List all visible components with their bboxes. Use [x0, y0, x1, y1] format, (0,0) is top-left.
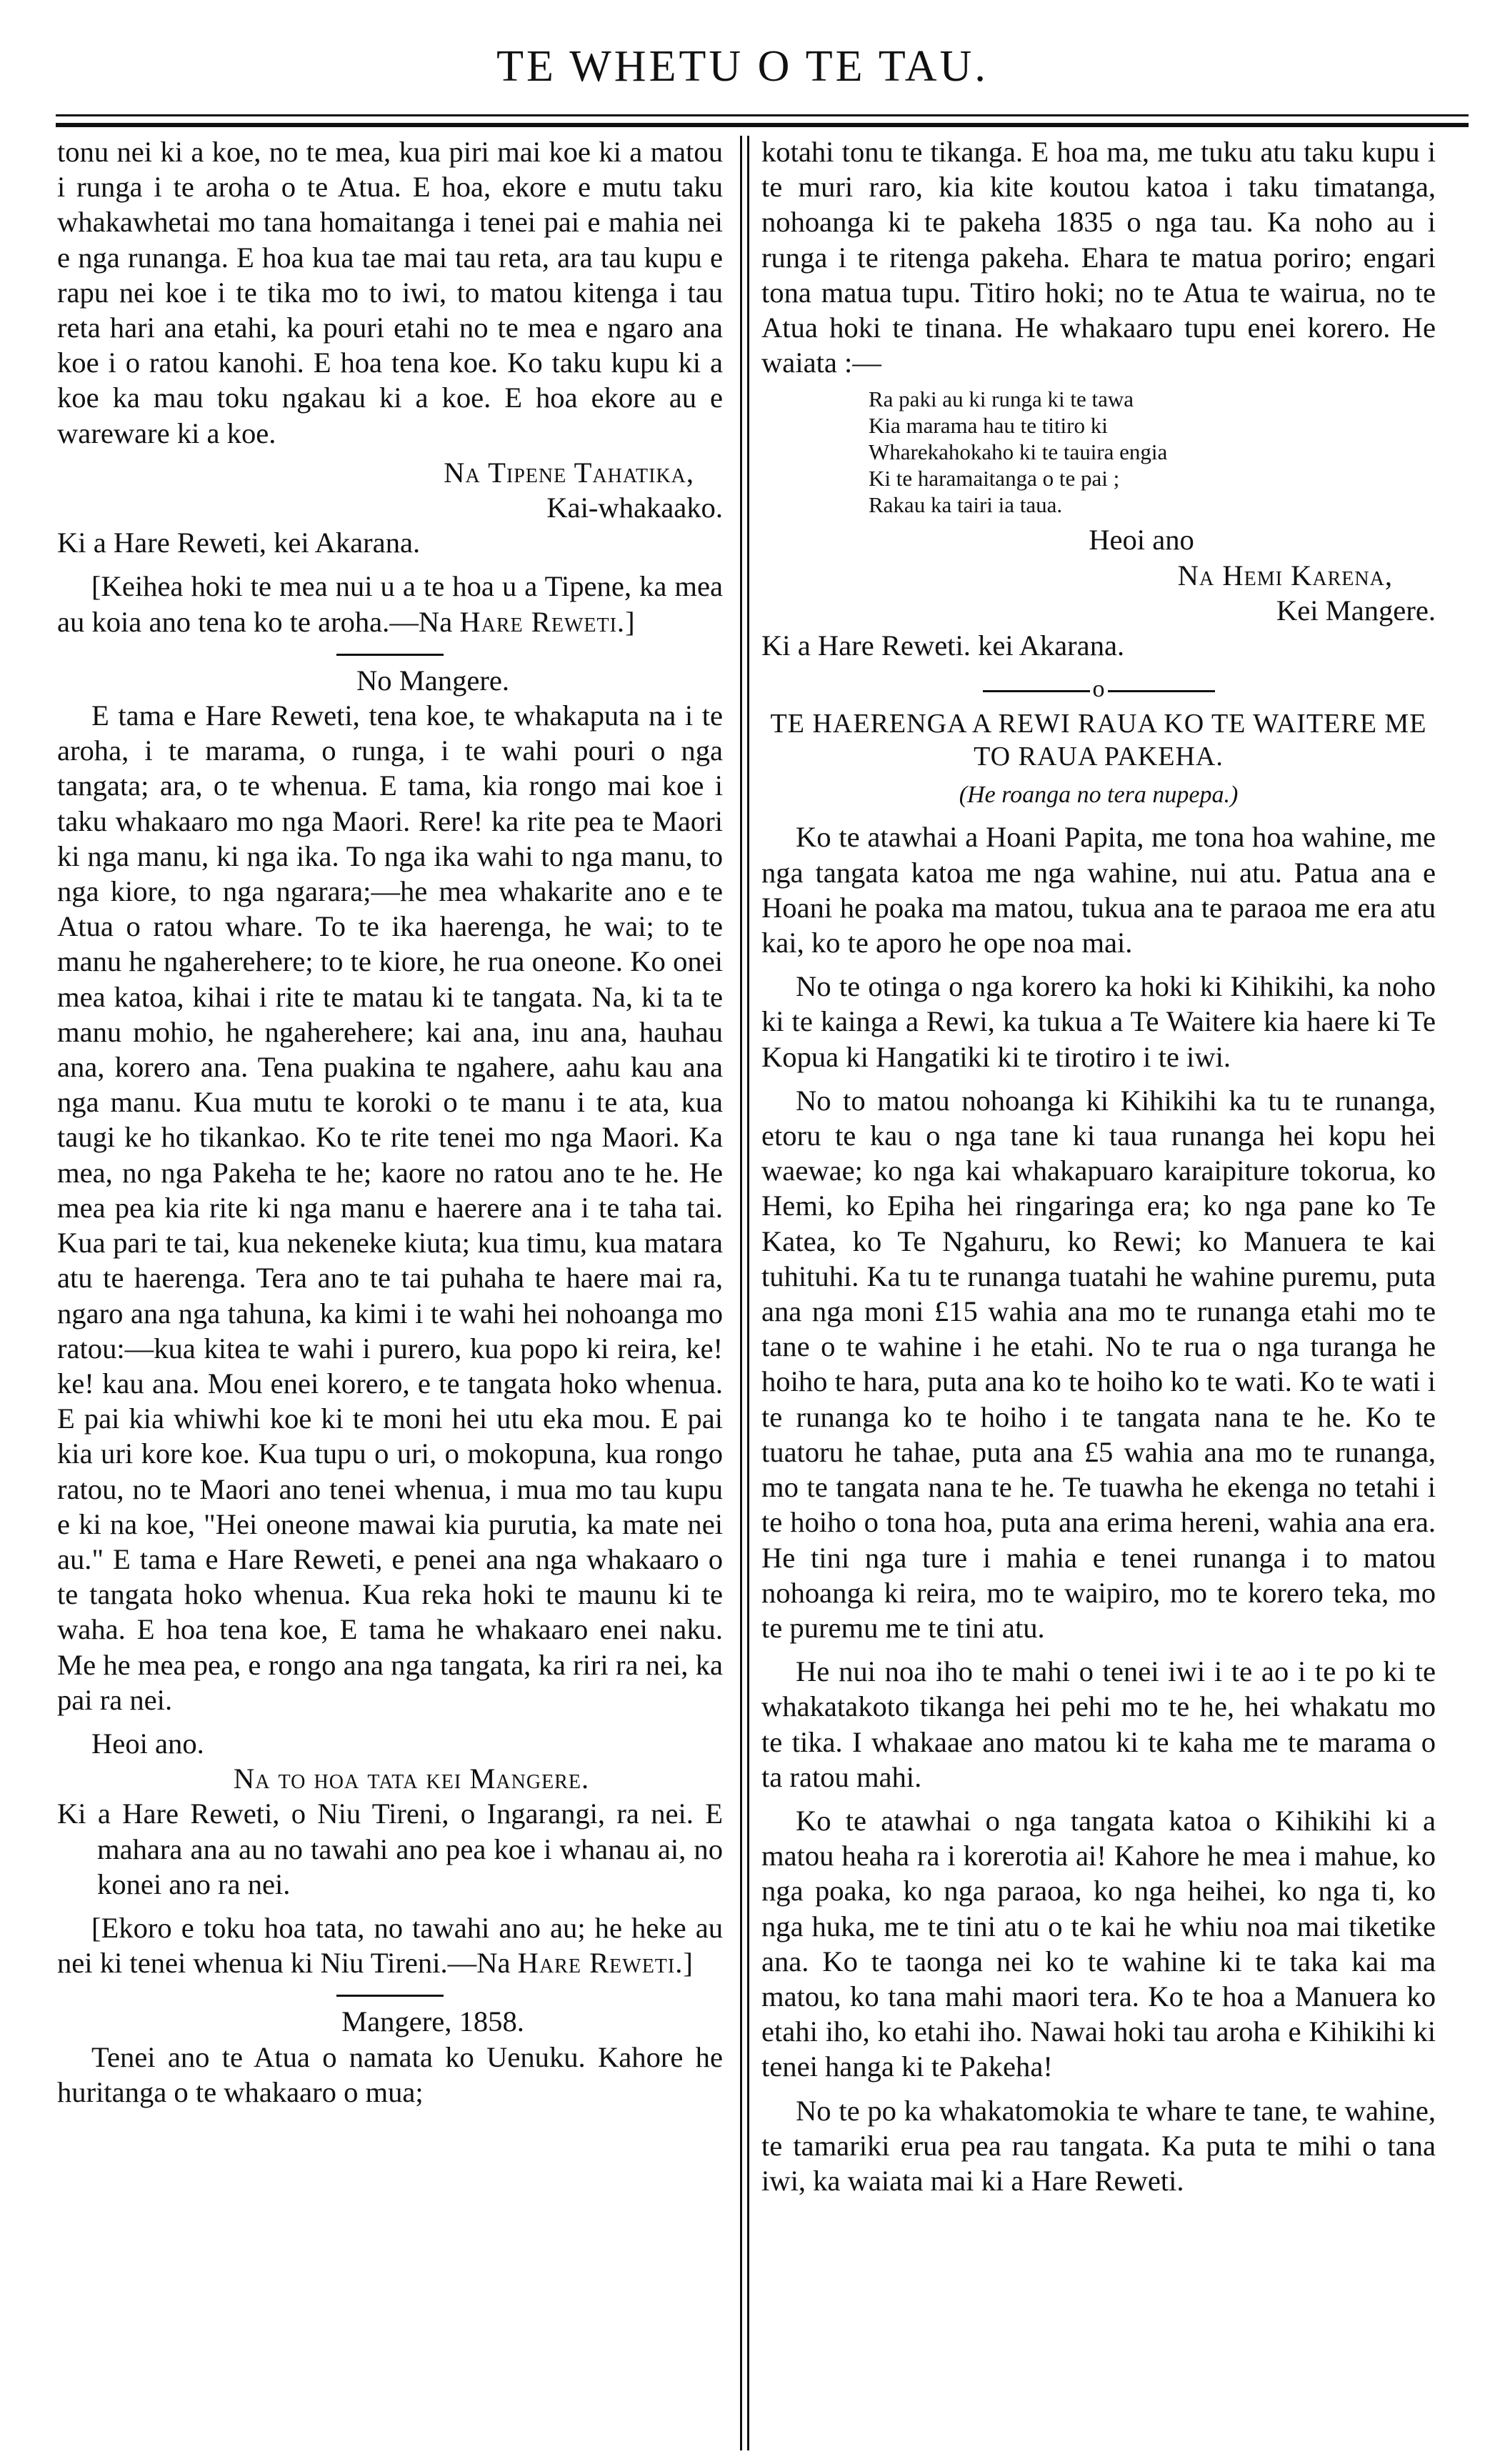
article-paragraph: No te po ka whakatomokia te whare te tane, te wahine, te tamariki erua pea rau tangata. Ka puta te mihi o tana iwi, ka waiata mai ki a Hare Reweti. [761, 2094, 1436, 2197]
editor-signature: Hare Reweti. [459, 605, 626, 638]
place-heading: No Mangere. [356, 664, 510, 697]
signature-name: Na Hemi Karena, [1177, 559, 1393, 592]
poem-line: Ki te haramaitanga o te pai ; [869, 466, 1120, 492]
closing-line: Heoi ano. [91, 1727, 204, 1760]
article-paragraph: He nui noa iho te mahi o tenei iwi i te ao i te po ki te whakatakoto tikanga hei pehi mo te he, hei whakatu mo te tika. I whakaae ano matou ki te kaha me te marama o ta ratou mahi. [761, 1655, 1436, 1793]
column-divider [740, 136, 742, 2450]
editor-note-text: [Keihea hoki te mea nui u a te hoa u a Tipene, ka mea au koia ano tena ko te aroha.—Na [57, 570, 723, 638]
poem-line: Rakau ka tairi ia taua. [869, 492, 1063, 518]
editor-note [57, 569, 723, 639]
editor-note-close: ] [683, 1947, 693, 1980]
section-divider [336, 654, 444, 656]
editor-note [57, 1910, 723, 1980]
left-column [57, 134, 723, 2110]
signature-place: Kei Mangere. [1276, 594, 1436, 627]
header-rule-thin [56, 114, 1469, 116]
editor-note-close: ] [625, 605, 635, 638]
editor-note-text: [Ekoro e toku hoa tata, no tawahi ano au; he heke au nei ki tenei whenua ki Niu Tireni.—Na [57, 1911, 723, 1980]
article-source: (He roanga no tera nupepa.) [959, 782, 1239, 809]
article-paragraph: No to matou nohoanga ki Kihikihi ka tu te runanga, etoru te kau o nga tane ki taua runanga hei kopu hei waewae; ko nga kai whakapuaro karaipiture tokorua, ko Hemi, ko Epiha hei ringaringa era; ko nga pane ko Te Katea, ko Te Ngahuru, ko Rewi; ko Manuera te kai tuhituhi. Ka tu te runanga tuatahi he wahine puremu, puta ana nga moni £15 wahia ana mo te runanga etahi mo te tane o te wahine i he etahi. No te rua o nga turanga he hoiho te hara, puta ana ko te hoiho ko te wati. Ko te wati i te runanga ko te hoiho i te tangata nana te he. Ko te tuatoru he tahae, puta ana £5 wahia ana mo te runanga, mo te tangata nana te he. Te tuawha he ekenga no tetahi i te hoiho o tona hoa, puta ana erima hereni, wahia ana era. He tini nga ture i mahia e tenei runanga i to matou nohoanga ki reira, mo te waipiro, mo te korero teka, mo te puremu me te tini atu. [761, 1084, 1436, 1644]
poem-line: Kia marama hau te titiro ki [869, 413, 1108, 439]
poem-line: Wharekahokaho ki te tauira engia [869, 439, 1168, 465]
address-line: Ki a Hare Reweti. kei Akarana. [761, 629, 1125, 662]
section-divider [761, 677, 1436, 702]
signature-name: Na Tipene Tahatika, [444, 456, 694, 489]
article-paragraph: Ko te atawhai a Hoani Papita, me tona hoa wahine, me nga tangata katoa me nga wahine, nui atu. Patua ana e Hoani he poaka ma matou, tukua ana te paraoa me era atu kai, ko te aporo he ope noa mai. [761, 821, 1436, 959]
right-column [761, 134, 1436, 2198]
place-date-heading: Mangere, 1858. [341, 2005, 524, 2038]
article-paragraph: No te otinga o nga korero ka hoki ki Kihikihi, ka noho ki te kainga a Rewi, ka tukua a Te Waitere kia haere ki Te Kopua ki Hangatiki ki te tirotiro i te iwi. [761, 970, 1436, 1073]
column-divider [747, 136, 749, 2450]
letter-paragraph: E tama e Hare Reweti, tena koe, te whakaputa na i te aroha, i te marama, o runga, i te wahi pouri o nga tangata; ara, o te whenua. E tama, kia rongo mai koe i taku whakaaro mo nga Maori. Rere! ka rite pea te Maori ki nga manu, ki nga ika. To nga ika wahi to nga manu, to nga kiore, to nga ngarara;—he mea whakarite ano e te Atua o ratou whare. To te ika haerenga, he wai; to te manu he ngaherehere; to te kiore, he rua oneone. Ko onei mea katoa, kihai i rite te matau ki te tangata. Na, ki ta te manu mohio, he ngaherehere; kai ana, inu ana, hauhau ana, korero ana. Tena puakina te ngahere, aahu kau ana nga manu. Kua mutu te koroki o te manu i te ata, kua taugi ke ho tikankao. Ko te rite tenei mo nga Maori. Ka mea, no nga Pakeha te he; kaore no ratou ano te he. He mea pea kia rite ki nga manu e haerere ana i te taha tai. Kua pari te tai, kua nekeneke kiuta; kua timu, kua matara atu te haerenga. Tera ano te tai puhaha te haere mai ra, ngaro ana nga tahuna, ka kimi i te wahi hei nohoanga mo ratou:—kua kitea te wahi i purero, kua popo ki reira, ke! ke! kau ana. Mou enei korero, e te tangata hoko whenua. E pai kia whiwhi koe ki te moni hei utu eka mou. E pai kia uri kore koe. Kua tupu o uri, o mokopuna, kua rongo ratou, no te Maori ano tenei whenua, i mua mo tau kupu e ki na koe, "Hei oneone mawai kia purutia, ka mate nei au." E tama e Hare Reweti, e penei ana nga whakaaro o te tangata hoko whenua. Kua reka hoki te maunu ki te waha. E hoa tena koe, E tama he whakaaro enei naku. Me he mea pea, e rongo ana nga tangata, ka riri ra nei, ka pai ra nei. [57, 699, 723, 1716]
closing-line: Heoi ano [1089, 524, 1194, 557]
letter-paragraph: tonu nei ki a koe, no te mea, kua piri mai koe ki a matou i runga i te aroha o te Atua. E hoa, ekore e mutu taku whakawhetai mo tana homaitanga i tenei pai e mahia nei e nga runanga. E hoa kua tae mai tau reta, ara tau kupu e rapu nei koe i te tika mo to iwi, to matou kitenga i tau reta hari ana etahi, ka pouri etahi no te mea e ngaro ana koe i o ratou kanohi. E hoa tena koe. Ko taku kupu ki a koe ka mau toku ngakau ki a koe. E hoa ekore au e wareware ki a koe. [57, 136, 723, 449]
article-title: TE HAERENGA A REWI RAUA KO TE WAITERE ME TO RAUA PAKEHA. [770, 709, 1427, 772]
letter-paragraph: Tenei ano te Atua o namata ko Uenuku. Kahore he huritanga o te whakaaro o mua; [57, 2040, 723, 2108]
address-line: Ki a Hare Reweti, kei Akarana. [57, 527, 421, 559]
poem-block [761, 386, 1436, 518]
poem-line: Ra paki au ki runga ki te tawa [869, 386, 1134, 412]
divider-ornament: o [1092, 676, 1105, 703]
signature-role: Kai-whakaako. [546, 492, 723, 524]
editor-signature: Hare Reweti. [517, 1947, 684, 1980]
address-line: Ki a Hare Reweti, o Niu Tireni, o Ingarangi, ra nei. E mahara ana au no tawahi ano pea koe i whanau ai, no konei ano ra nei. [57, 1797, 723, 1900]
article-paragraph: Ko te atawhai o nga tangata katoa o Kihikihi ki a matou heaha ra i korerotia ai! Kahore he mea i mahue, ko nga poaka, ko nga paraoa, ko nga heihei, ko nga ti, ko nga huka, me te tini atu o te kai he whiu noa mai tiketike ana. Ko te taonga nei ko te wahine ki te taka kai ma matou, ko tana mahi maori tera. Ko te hoa a Manuera ko etahi iho, ko etahi iho. Nawai hoki tau aroha e Kihikihi ki tenei hanga ki te Pakeha! [761, 1804, 1436, 2083]
signature-name: Na to hoa tata kei Mangere. [233, 1762, 590, 1795]
header-rule-thick [56, 123, 1469, 127]
masthead-title: TE WHETU O TE TAU. [496, 42, 989, 91]
letter-paragraph: kotahi tonu te tikanga. E hoa ma, me tuku atu taku kupu i te muri raro, kia kite koutou katoa i taku timatanga, nohoanga ki te pakeha 1835 o nga tau. Ka noho au i runga i te ritenga pakeha. Ehara te matua poriro; engari tona matua tupu. Titiro hoki; no te Atua te wairua, no te Atua hoki te tinana. He whakaaro tupu enei korero. He waiata :— [761, 136, 1436, 379]
section-divider [336, 1995, 444, 1997]
